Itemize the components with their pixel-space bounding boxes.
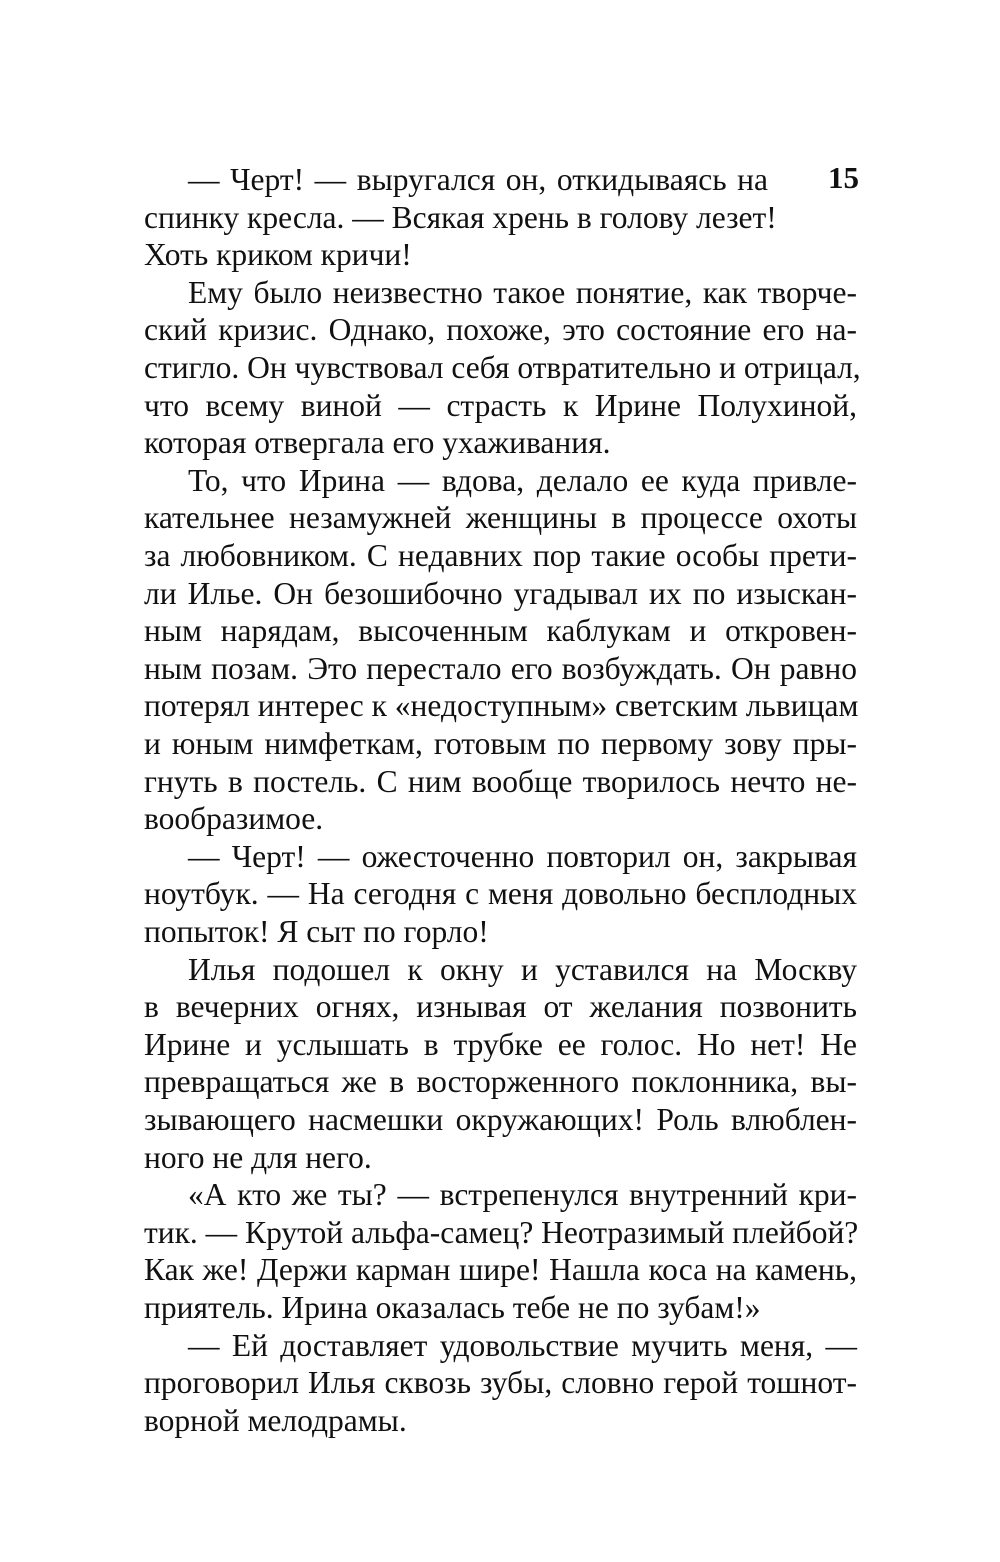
text-line: «А кто же ты? — встрепенулся внутренний кри-: [188, 1177, 857, 1213]
text-line: спинку кресла. — Всякая хрень в голову лезет!: [144, 199, 777, 235]
text-line: приятель. Ирина оказалась тебе не по зубам!»: [144, 1290, 761, 1325]
text-line: То, что Ирина — вдова, делало ее куда привле-: [188, 462, 857, 498]
text-line: Илья подошел к окну и уставился на Москву: [188, 951, 857, 987]
text-line: в вечерних огнях, изнывая от желания позвонить: [144, 989, 857, 1025]
text-line: ворной мелодрамы.: [144, 1402, 407, 1438]
page-number: 15: [828, 160, 859, 195]
text-line: зывающего насмешки окружающих! Роль влюблен-: [144, 1102, 857, 1137]
text-line: Как же! Держи карман шире! Нашла коса на камень,: [144, 1252, 857, 1288]
text-line: проговорил Илья сквозь зубы, словно герой тошнот-: [144, 1365, 857, 1401]
text-line: превращаться же в восторженного поклонника, вы-: [144, 1064, 857, 1100]
text-line: за любовником. С недавних пор такие особы прети-: [144, 538, 857, 573]
text-line: ский кризис. Однако, похоже, это состояние его на-: [144, 312, 857, 348]
text-line: Ему было неизвестно такое понятие, как творче-: [188, 274, 857, 310]
text-line: стигло. Он чувствовал себя отвратительно и отрицал,: [144, 350, 861, 385]
text-line: потерял интерес к «недоступным» светским львицам: [144, 688, 859, 724]
text-line: вообразимое.: [144, 801, 324, 837]
text-line: ным позам. Это перестало его возбуждать. Он равно: [144, 650, 857, 686]
text-line: — Ей доставляет удовольствие мучить меня, —: [188, 1327, 857, 1363]
text-line: Ирине и услышать в трубке ее голос. Но нет! Не: [144, 1026, 857, 1062]
text-line: которая отвергала его ухаживания.: [144, 425, 611, 461]
text-line: что всему виной — страсть к Ирине Полухиной,: [144, 387, 857, 423]
text-line: ноутбук. — На сегодня с меня довольно бесплодных: [144, 876, 857, 912]
text-line: кательнее незамужней женщины в процессе охоты: [144, 500, 857, 536]
text-line: ным нарядам, высоченным каблукам и откровен-: [144, 613, 857, 649]
text-line: попыток! Я сыт по горло!: [144, 914, 489, 949]
text-line: тик. — Крутой альфа-самец? Неотразимый плейбой?: [144, 1214, 859, 1250]
text-line: Хоть криком кричи!: [144, 237, 412, 273]
text-line: гнуть в постель. С ним вообще творилось нечто не-: [144, 763, 857, 799]
text-line: ли Илье. Он безошибочно угадывал их по изыскан-: [144, 575, 857, 611]
text-line: и юным нимфеткам, готовым по первому зову пры-: [144, 726, 857, 761]
text-line: ного не для него.: [144, 1139, 372, 1175]
text-line: — Черт! — выругался он, откидываясь на: [188, 162, 768, 197]
text-line: — Черт! — ожесточенно повторил он, закрывая: [188, 838, 857, 874]
